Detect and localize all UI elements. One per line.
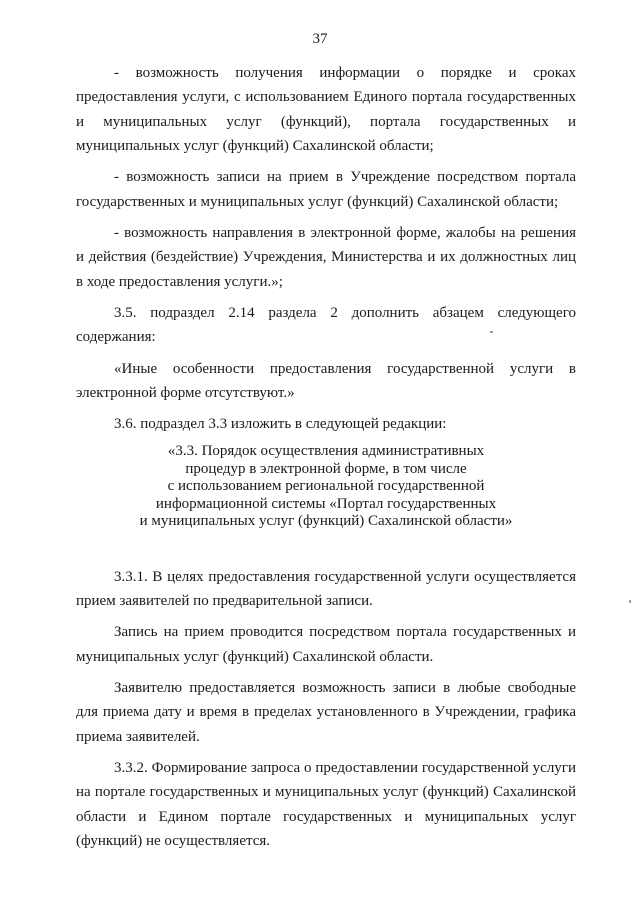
- heading-line: процедур в электронной форме, в том числе: [185, 460, 467, 477]
- paragraph-quote-electronic: «Иные особенности предоставления государственной услуги в электронной форме отсутствуют.»: [76, 360, 576, 402]
- paragraph-info-possibility: - возможность получения информации о порядке и сроках предоставления услуги, с использованием Единого портала государственных и муниципальных услуг (функций), портала государственных и муниципальных услуг (функций) Сахалинской области;: [76, 65, 576, 155]
- heading-line: информационной системы «Портал государственных: [155, 495, 497, 512]
- scan-speck: [629, 600, 631, 603]
- paragraph-3-3-1: 3.3.1. В целях предоставления государственной услуги осуществляется прием заявителей по предварительной записи.: [76, 568, 576, 609]
- page-number: 37: [312, 31, 328, 47]
- paragraph-3-5: 3.5. подраздел 2.14 раздела 2 дополнить абзацем следующего содержания:: [76, 305, 576, 346]
- paragraph-appointment-possibility: - возможность записи на прием в Учреждение посредством портала государственных и муниципальных услуг (функций) Сахалинской области;: [76, 169, 576, 210]
- paragraph-free-slots: Заявителю предоставляется возможность записи в любые свободные для приема дату и время в пределах установленного в Учреждении, графика приема заявителей.: [76, 679, 576, 745]
- paragraph-complaint-possibility: - возможность направления в электронной форме, жалобы на решения и действия (бездействие) Учреждения, Министерства и их должностных лиц в ходе предоставления услуги.»;: [76, 225, 576, 290]
- paragraph-3-3-2: 3.3.2. Формирование запроса о предоставлении государственной услуги на портале государственных и муниципальных услуг (функций) Сахалинской области и Едином портале государственных и муниципальных услуг (функций) не осуществляется.: [76, 759, 576, 849]
- paragraph-appointment-portal: Запись на прием проводится посредством портала государственных и муниципальных услуг (функций) Сахалинской области.: [76, 624, 576, 665]
- heading-line: с использованием региональной государственной: [167, 478, 485, 495]
- heading-line: «3.3. Порядок осуществления административных: [167, 443, 485, 460]
- heading-line: и муниципальных услуг (функций) Сахалинской области»: [139, 513, 513, 530]
- section-heading-3-3: [76, 443, 576, 530]
- document-body: [76, 61, 576, 860]
- paragraph-3-6: 3.6. подраздел 3.3 изложить в следующей редакции:: [114, 416, 447, 433]
- scan-speck: [490, 331, 493, 333]
